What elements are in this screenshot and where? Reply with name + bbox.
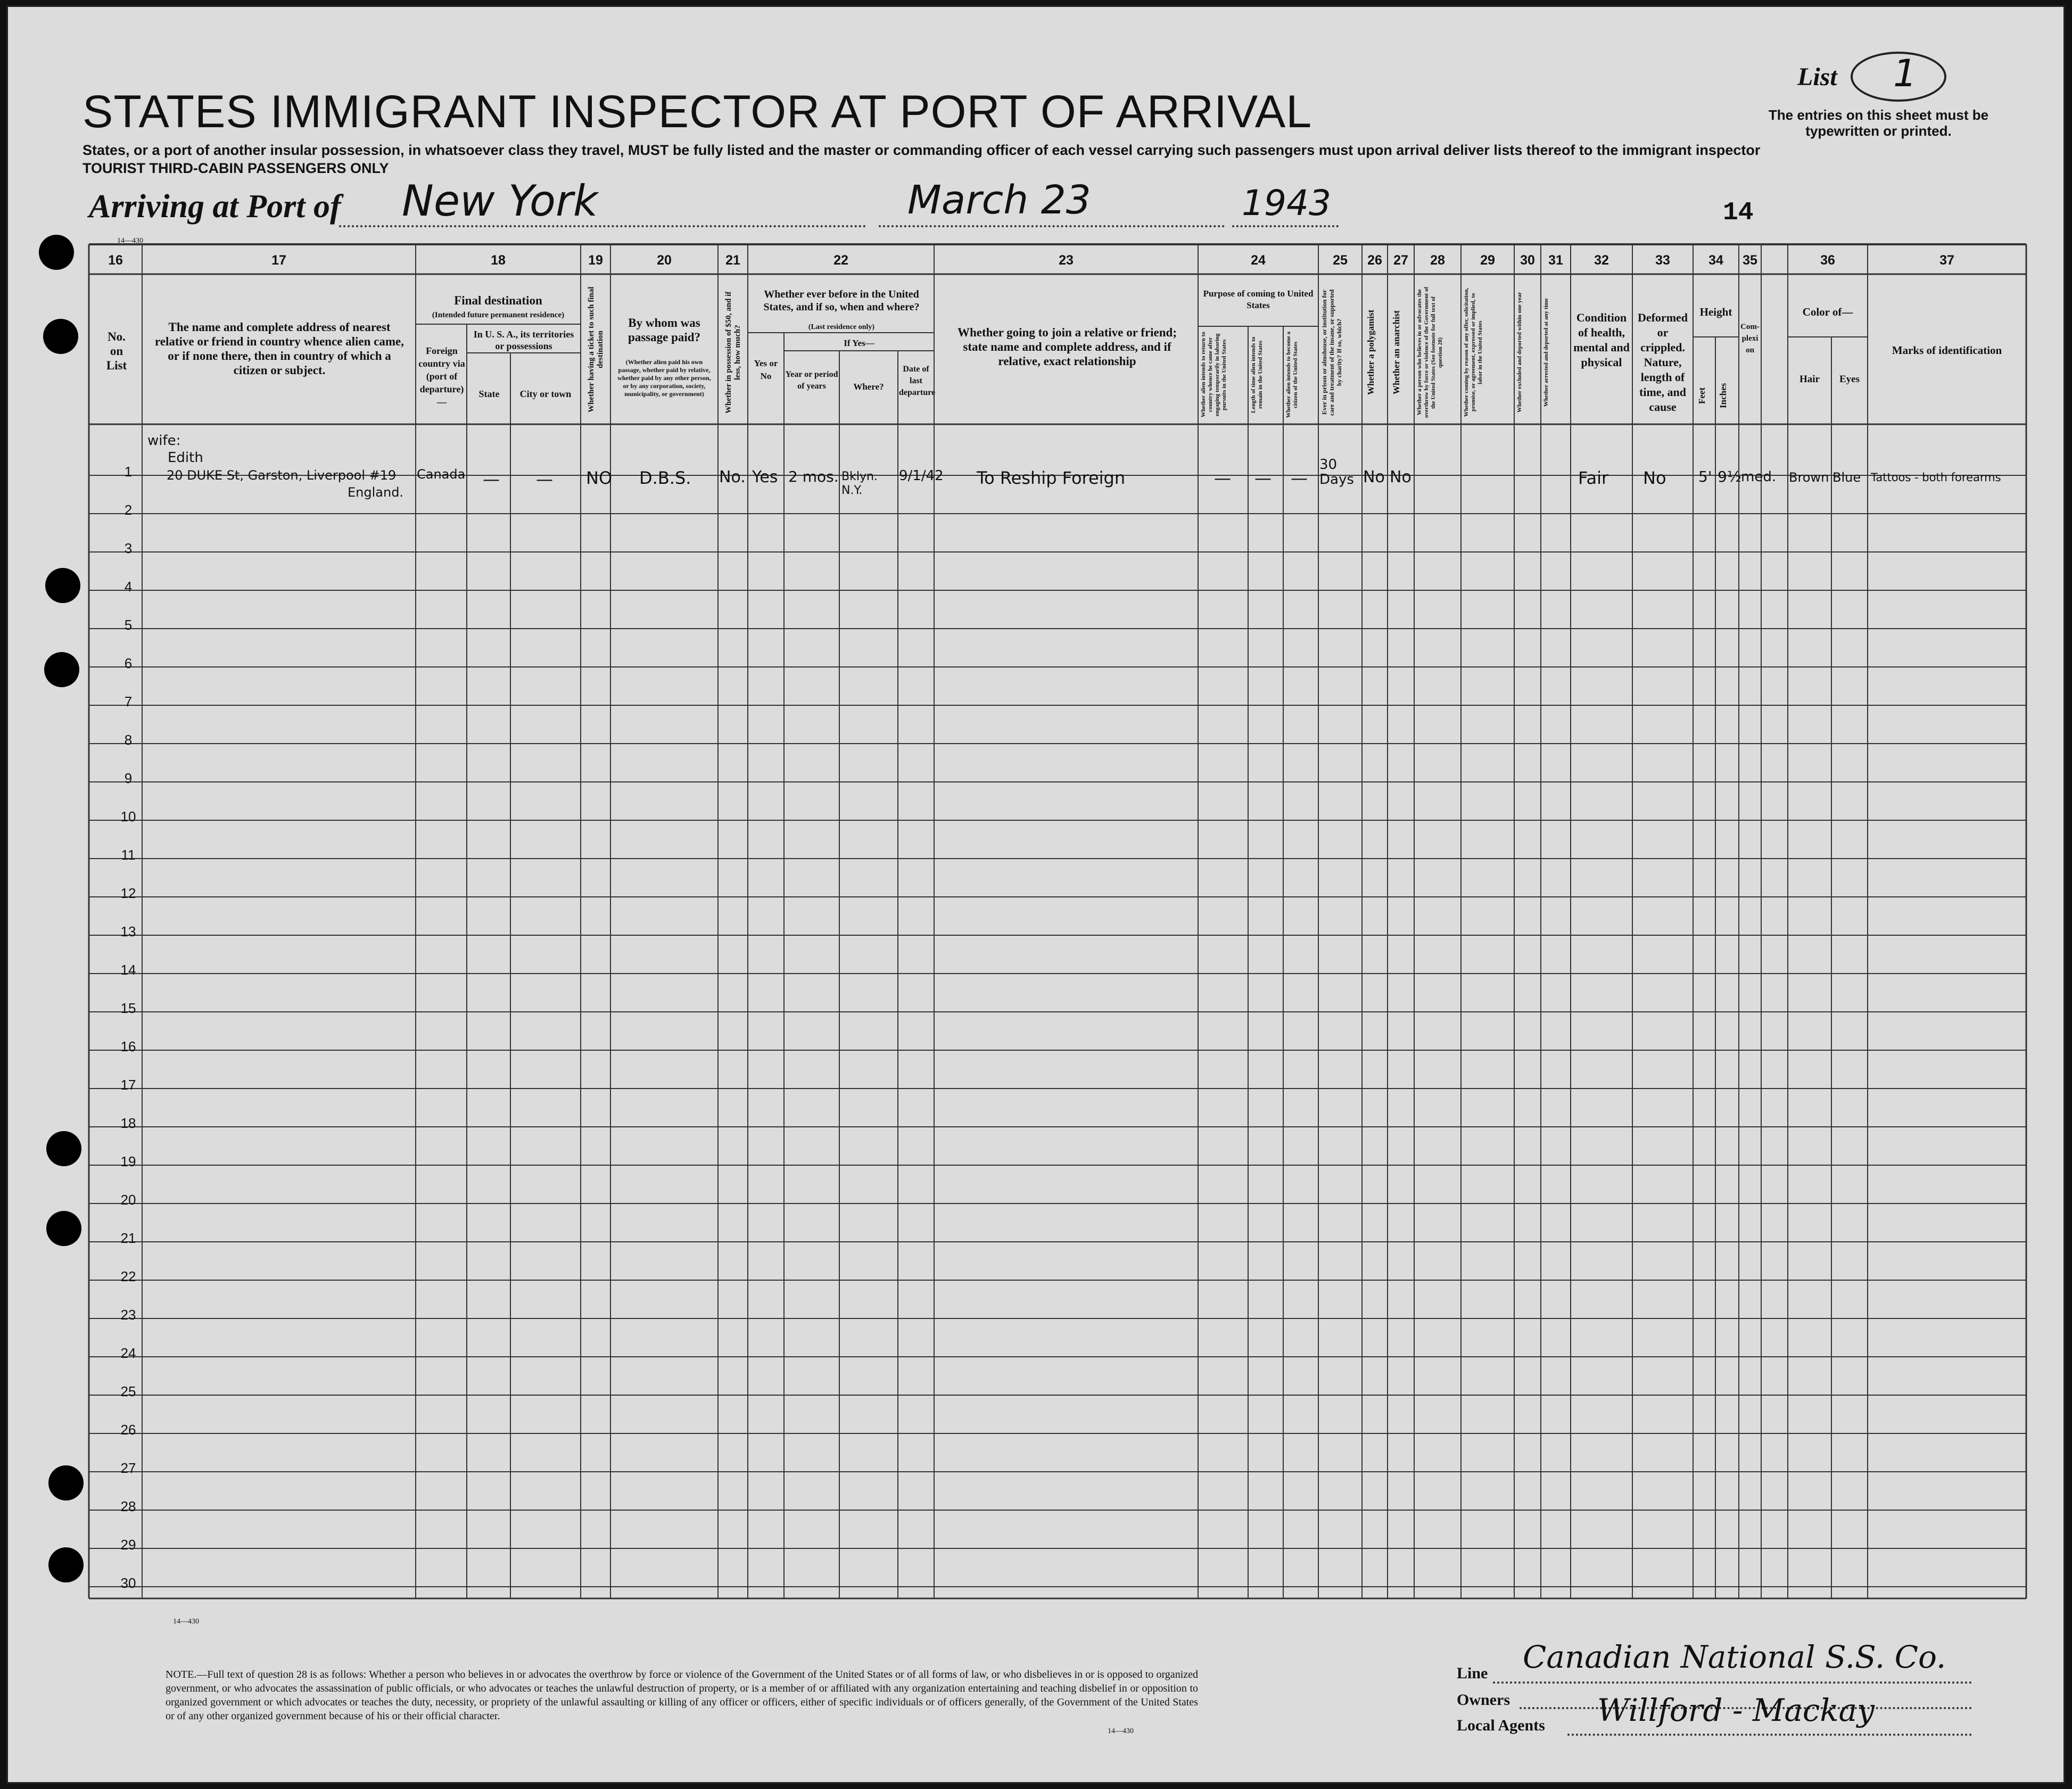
header-prison: Ever in prison or almshouse, or institution for care and treatment of the insane, or supported by charity? If so, which?: [1320, 289, 1343, 416]
row-number: 16: [120, 1038, 136, 1054]
header-yes-no: Yes or No: [754, 358, 778, 381]
entry-anarchist: No: [1390, 468, 1411, 487]
header-if-yes: If Yes—: [844, 338, 874, 348]
header-feet: Feet: [1697, 387, 1707, 404]
header-where: Where?: [853, 382, 884, 392]
row-number: 5: [124, 617, 133, 633]
header-hair: Hair: [1799, 374, 1820, 385]
header-date-departure: Date of last departure: [899, 365, 936, 397]
entry-purpose-return: —: [1214, 468, 1231, 488]
header-last-residence: (Last residence only): [808, 323, 875, 331]
col-num-24: 24: [1251, 253, 1266, 268]
header-purpose-length: Length of time alien intends to remain in the United States: [1250, 336, 1264, 413]
entry-purpose-citizen: —: [1291, 468, 1308, 488]
agents-label: Local Agents: [1457, 1717, 1545, 1734]
agents-underline: [1567, 1734, 1972, 1736]
header-anarchist: Whether an anarchist: [1391, 310, 1401, 395]
col-num-35: 35: [1743, 253, 1757, 268]
header-arrested: Whether arrested and deported at any time: [1543, 298, 1549, 407]
entry-relative-prefix: wife:: [147, 433, 181, 449]
header-ticket: Whether having a ticket to such final destination: [587, 286, 605, 413]
entry-relative-address: 20 DUKE St, Garston, Liverpool #19: [167, 468, 397, 483]
row-number: 29: [120, 1537, 136, 1553]
owners-label: Owners: [1457, 1691, 1510, 1709]
header-state: State: [478, 389, 500, 399]
row-number: 20: [120, 1192, 136, 1208]
entry-hair: Brown: [1789, 470, 1829, 485]
col-num-31: 31: [1548, 253, 1563, 268]
header-final-destination: Final destination: [454, 294, 542, 307]
entry-health: Fair: [1578, 468, 1609, 488]
form-code-top: 14—430: [117, 237, 143, 245]
row-number: 18: [120, 1115, 136, 1131]
row-number: 22: [120, 1268, 136, 1284]
entry-period: 2 mos.: [788, 468, 839, 485]
row-number: 19: [120, 1153, 136, 1169]
footnote-code: 14—430: [1108, 1727, 1134, 1735]
entry-date-departure: 9/1/42: [899, 468, 944, 484]
header-color-of: Color of—: [1802, 306, 1853, 318]
header-period: Year or period of years: [785, 370, 838, 391]
row-number: 3: [124, 540, 133, 556]
header-complexion: Com-plexion: [1740, 323, 1760, 354]
entry-complexion: med.: [1741, 469, 1777, 485]
header-inches: Inches: [1718, 383, 1728, 408]
col-num-30: 30: [1520, 253, 1535, 268]
entry-state: —: [483, 469, 500, 489]
header-health: Condition of health, mental and physical: [1573, 311, 1630, 369]
header-deformed: Deformed or crippled. Nature, length of time, and cause: [1637, 311, 1688, 414]
year-value: 1943: [1242, 183, 1331, 224]
header-polygamist: Whether a polygamist: [1366, 309, 1376, 395]
list-number: 1: [1893, 52, 1917, 95]
date-value: March 23: [907, 177, 1091, 223]
col-num-36: 36: [1820, 253, 1835, 268]
entry-fifty-dollars: No.: [719, 468, 746, 487]
line-label: Line: [1457, 1664, 1488, 1682]
entry-where: Bklyn. N.Y.: [841, 470, 878, 497]
row-number: 8: [124, 732, 133, 748]
row-number: 13: [120, 924, 136, 939]
header-before-in-us: Whether ever before in the United States, and if so, when and where?: [763, 288, 920, 313]
row-number: 11: [121, 847, 136, 863]
typewritten-note: The entries on this sheet must be typewritten or printed.: [1768, 107, 1989, 139]
col-num-16: 16: [108, 253, 123, 268]
header-subtitle: States, or a port of another insular possession, in whatsoever class they travel, MUST be fully listed and the master or commanding officer of each vessel carrying such passengers must upon arrival deliver lists thereof to the immigrant inspector: [82, 142, 1761, 158]
row-number: 2: [124, 502, 133, 518]
entry-marks: Tattoos - both forearms: [1871, 471, 2001, 484]
row-number: 25: [120, 1383, 136, 1399]
entry-before-in-us: Yes: [752, 468, 778, 487]
entry-height-inches: 9½: [1718, 468, 1741, 485]
header-relative-address: The name and complete address of nearest relative or friend in country whence alien came, or if none there, then in country of which a citizen or subject.: [154, 320, 404, 377]
col-num-20: 20: [657, 253, 672, 268]
entry-polygamist: No: [1363, 468, 1385, 487]
col-num-29: 29: [1480, 253, 1495, 268]
entry-height-feet: 5': [1698, 468, 1712, 485]
row-number: 21: [120, 1230, 136, 1246]
col-num-18: 18: [491, 253, 506, 268]
col-num-28: 28: [1430, 253, 1445, 268]
entry-relative-country: England.: [348, 485, 404, 500]
row-number: 17: [120, 1077, 136, 1093]
row-number: 24: [120, 1345, 136, 1361]
entry-prison: 30 Days: [1319, 457, 1354, 488]
entry-joining: To Reship Foreign: [977, 468, 1126, 488]
row-number: 10: [120, 809, 136, 825]
row-number: 7: [124, 694, 133, 710]
col-num-33: 33: [1655, 253, 1670, 268]
row-number: 27: [120, 1460, 136, 1476]
entry-eyes: Blue: [1832, 470, 1861, 485]
header-final-destination-note: (Intended future permanent residence): [432, 311, 565, 319]
entry-deformed: No: [1643, 468, 1666, 488]
row-number: 23: [120, 1307, 136, 1323]
col-num-23: 23: [1059, 253, 1074, 268]
col-num-27: 27: [1393, 253, 1408, 268]
entry-ticket: NO: [586, 468, 613, 488]
header-purpose: Purpose of coming to United States: [1203, 288, 1314, 310]
row-number: 15: [120, 1000, 136, 1016]
header-joining: Whether going to join a relative or friend; state name and complete address, and if relative, exact relationship: [957, 326, 1177, 368]
col-num-25: 25: [1333, 253, 1348, 268]
col-num-37: 37: [1939, 253, 1954, 268]
port-value: New York: [402, 176, 598, 226]
header-height: Height: [1699, 306, 1732, 318]
header-eyes: Eyes: [1839, 374, 1860, 385]
header-purpose-return: Whether alien intends to return to country whence he came after engaging temporarily in laboring pursuits in the United States: [1200, 332, 1227, 418]
row-number: 28: [120, 1498, 136, 1514]
row-number: 6: [124, 655, 133, 671]
row-number: 26: [120, 1422, 136, 1438]
header-purpose-citizen: Whether alien intends to become a citizen of the United States: [1285, 331, 1299, 418]
entry-foreign-country: Canada: [417, 467, 466, 482]
col-num-22: 22: [833, 253, 848, 268]
col-num-19: 19: [588, 253, 603, 268]
header-excluded: Whether excluded and deported within one year: [1516, 292, 1523, 413]
row-number: 30: [120, 1575, 136, 1591]
header-city: City or town: [519, 389, 572, 399]
row-number: 4: [124, 579, 133, 595]
header-in-usa: In U. S. A., its territories or possessions: [473, 329, 574, 351]
class-line: TOURIST THIRD-CABIN PASSENGERS ONLY: [82, 160, 389, 176]
row-number: 1: [124, 464, 133, 480]
line-underline: [1493, 1681, 1972, 1684]
agents-signature: Willford - Mackay: [1597, 1692, 1875, 1728]
entry-purpose-length: —: [1254, 468, 1272, 488]
header-labor-offer: Whether coming by reason of any offer, solicitation, promise, or agreement, expressed or implied, to labor in the United States: [1463, 287, 1483, 417]
col-num-21: 21: [725, 253, 740, 268]
col-num-34: 34: [1708, 253, 1723, 268]
row-number: 12: [120, 885, 136, 901]
line-signature: Canadian National S.S. Co.: [1523, 1639, 1946, 1675]
header-overthrow: Whether a person who believes in or advocates the overthrow by force or violence of the Government of the United States (See footnote for full text of question 28): [1416, 286, 1443, 418]
entry-relative-name: Edith: [168, 450, 203, 466]
page-title: STATES IMMIGRANT INSPECTOR AT PORT OF ARRIVAL: [82, 86, 1312, 137]
col-num-26: 26: [1367, 253, 1382, 268]
header-foreign-country: Foreign country via (port of departure)—: [418, 345, 465, 407]
header-marks: Marks of identification: [1892, 344, 2002, 357]
col-num-32: 32: [1594, 253, 1609, 268]
entry-passage-paid: D.B.S.: [639, 468, 691, 488]
row-number: 14: [120, 962, 136, 978]
header-passage-paid: By whom was passage paid?: [628, 316, 701, 344]
table-grid: [8, 7, 2063, 1782]
form-code-bottom: 14—430: [173, 1618, 199, 1626]
manifest-sheet: [6, 5, 2065, 1784]
arriving-label: Arriving at Port of: [89, 188, 341, 225]
list-label: List: [1797, 63, 1837, 91]
header-fifty-dollars: Whether in possession of $50, and if less, how much?: [724, 291, 742, 414]
header-no-on-list: No. on List: [106, 330, 127, 372]
sheet-number: 14: [1723, 199, 1754, 227]
footnote-question-28: NOTE.—Full text of question 28 is as follows: Whether a person who believes in or advocates the overthrow by force or violence of the Government of the United States or of all forms of law, or who disbelieves in or is opposed to organized government, or who advocates the assassination of public officials, or who advocates or teaches the unlawful destruction of property, or is a member of or affiliated with any organization entertaining and teaching disbelief in or opposition to organized government or which advocates or teaches the duty, necessity, or propriety of the unlawful assaulting or killing of any officer or officers, either of specific individuals or of officers generally, of the Government of the United States or of any other organized government because of his or their official character.: [166, 1669, 1198, 1722]
header-passage-note: (Whether alien paid his own passage, whether paid by relative, whether paid by any other person, or by any corporation, society, municipality, or government): [617, 358, 711, 398]
entry-city: —: [536, 469, 553, 489]
col-num-17: 17: [271, 253, 286, 268]
row-number: 9: [124, 770, 133, 786]
